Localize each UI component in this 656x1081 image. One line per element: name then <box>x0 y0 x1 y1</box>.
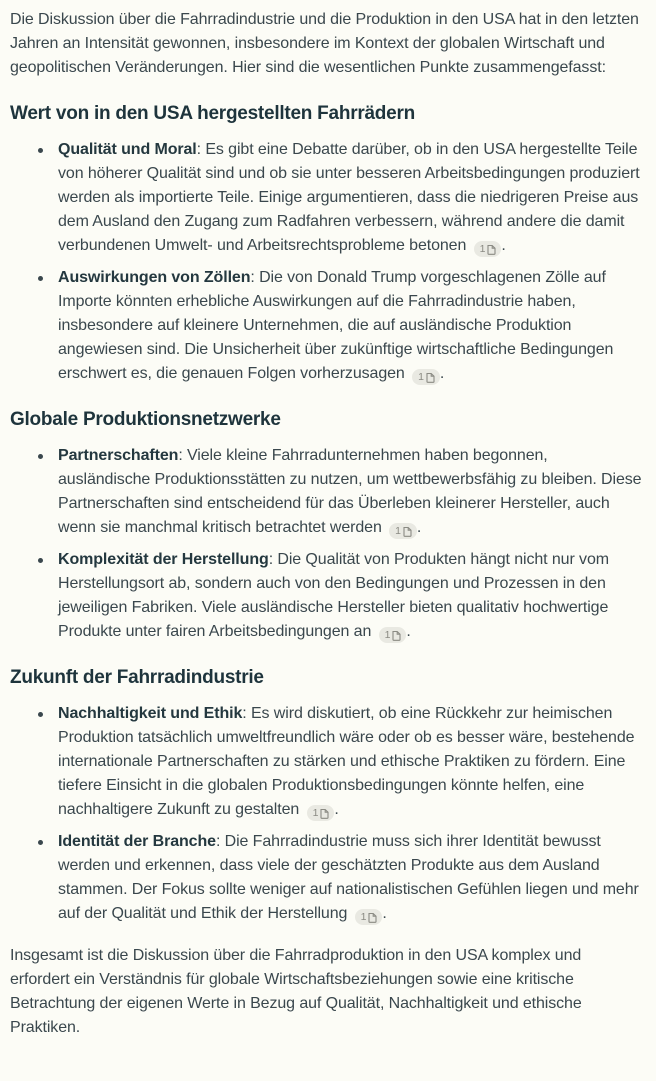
citation-badge[interactable] <box>355 909 383 925</box>
item-after: . <box>382 905 387 922</box>
citation-number: 1 <box>360 911 367 923</box>
item-text: : Die Qualität von Produkten hängt nicht nur vom Herstellungsort ab, sondern auch von den Bedingungen und Prozessen in den jeweiligen Fabriken. Viele ausländische Hersteller bieten qualitativ hochwertige Produkte unter fairen Arbeitsbedingungen an <box>58 551 609 640</box>
citation-number: 1 <box>395 525 401 537</box>
bullet-list <box>10 702 644 926</box>
citation-badge[interactable] <box>379 627 407 643</box>
citation-number: 1 <box>479 243 486 255</box>
item-after: . <box>501 237 506 254</box>
bullet-list <box>10 444 644 644</box>
citation-number: 1 <box>418 371 424 383</box>
item-after: . <box>334 801 339 818</box>
document-icon <box>403 526 412 537</box>
citation-badge[interactable] <box>307 805 335 821</box>
item-lead: Nachhaltigkeit und Ethik <box>58 705 243 722</box>
item-lead: Komplexität der Herstellung <box>58 551 269 568</box>
section-heading-globale-produktionsnetzwerke: Globale Produktionsnetzwerke <box>10 409 281 430</box>
section-heading-zukunft-fahrradindustrie: Zukunft der Fahrradindustrie <box>10 667 264 688</box>
citation-number: 1 <box>384 629 391 641</box>
item-text: : Es gibt eine Debatte darüber, ob in den USA hergestellte Teile von höherer Qualität sind und ob sie unter besseren Arbeitsbedingungen produziert werden als importierte Teile. Einige argumentieren, dass die niedrigeren Preise aus dem Ausland den Zugang zum Radfahren verbessern, während andere die damit verbundenen Umwelt- und Arbeitsrechtsprobleme betonen <box>58 141 640 254</box>
item-lead: Partnerschaften <box>58 447 179 464</box>
list-item <box>58 830 644 926</box>
bullet-list <box>10 138 644 386</box>
document-icon <box>368 912 377 923</box>
item-lead: Identität der Branche <box>58 833 216 850</box>
intro-paragraph: Die Diskussion über die Fahrradindustrie und die Produktion in den USA hat in den letzten Jahren an Intensität gewonnen, insbesondere im Kontext der globalen Wirtschaft und geopolitischen Veränderungen. Hier sind die wesentlichen Punkte zusammengefasst: <box>10 11 639 76</box>
citation-number: 1 <box>312 807 319 819</box>
citation-badge[interactable] <box>474 241 502 257</box>
document-icon <box>320 808 329 819</box>
list-item <box>58 548 644 644</box>
item-text: : Viele kleine Fahrradunternehmen haben begonnen, ausländische Produktionsstätten zu nutzen, um wettbewerbsfähig zu bleiben. Diese Partnerschaften sind entscheidend für das Überleben kleinerer Hersteller, auch wenn sie manchmal kritisch betrachtet werden <box>58 447 642 536</box>
list-item <box>58 444 644 540</box>
outro-paragraph: Insgesamt ist die Diskussion über die Fahrradproduktion in den USA komplex und erfordert ein Verständnis für globale Wirtschaftsbeziehungen sowie eine kritische Betrachtung der eigenen Werte in Bezug auf Qualität, Nachhaltigkeit und ethische Praktiken. <box>10 947 582 1036</box>
document-icon <box>392 630 401 641</box>
document-icon <box>426 372 435 383</box>
item-text: : Die Fahrradindustrie muss sich ihrer Identität bewusst werden und erkennen, dass viele der geschätzten Produkte aus dem Ausland stammen. Der Fokus sollte weniger auf nationalistischen Gefühlen liegen und mehr auf der Qualität und Ethik der Herstellung <box>58 833 639 922</box>
list-item <box>58 138 644 258</box>
item-after: . <box>406 623 411 640</box>
item-lead: Auswirkungen von Zöllen <box>58 269 251 286</box>
citation-badge[interactable] <box>389 523 417 539</box>
item-text: : Es wird diskutiert, ob eine Rückkehr zur heimischen Produktion tatsächlich umweltfreundlich wäre oder ob es besser wäre, bestehende internationale Partnerschaften zu stärken und ethische Praktiken zu fördern. Eine tiefere Einsicht in die globalen Produktionsbedingungen könnte helfen, eine nachhaltigere Zukunft zu gestalten <box>58 705 635 818</box>
item-after: . <box>439 365 445 382</box>
citation-badge[interactable] <box>412 369 440 385</box>
item-lead: Qualität und Moral <box>58 141 197 158</box>
item-after: . <box>416 519 422 536</box>
document-icon <box>487 244 496 255</box>
item-text: : Die von Donald Trump vorgeschlagenen Zölle auf Importe könnten erhebliche Auswirkungen auf die Fahrradindustrie haben, insbesondere auf kleinere Unternehmen, die auf ausländische Produktion angewiesen sind. Die Unsicherheit über zukünftige wirtschaftliche Bedingungen erschwert es, die genauen Folgen vorherzusagen <box>58 269 614 382</box>
list-item <box>58 702 644 822</box>
section-heading-wert-usa-fahrraeder: Wert von in den USA hergestellten Fahrrädern <box>10 103 415 124</box>
list-item <box>58 266 644 386</box>
